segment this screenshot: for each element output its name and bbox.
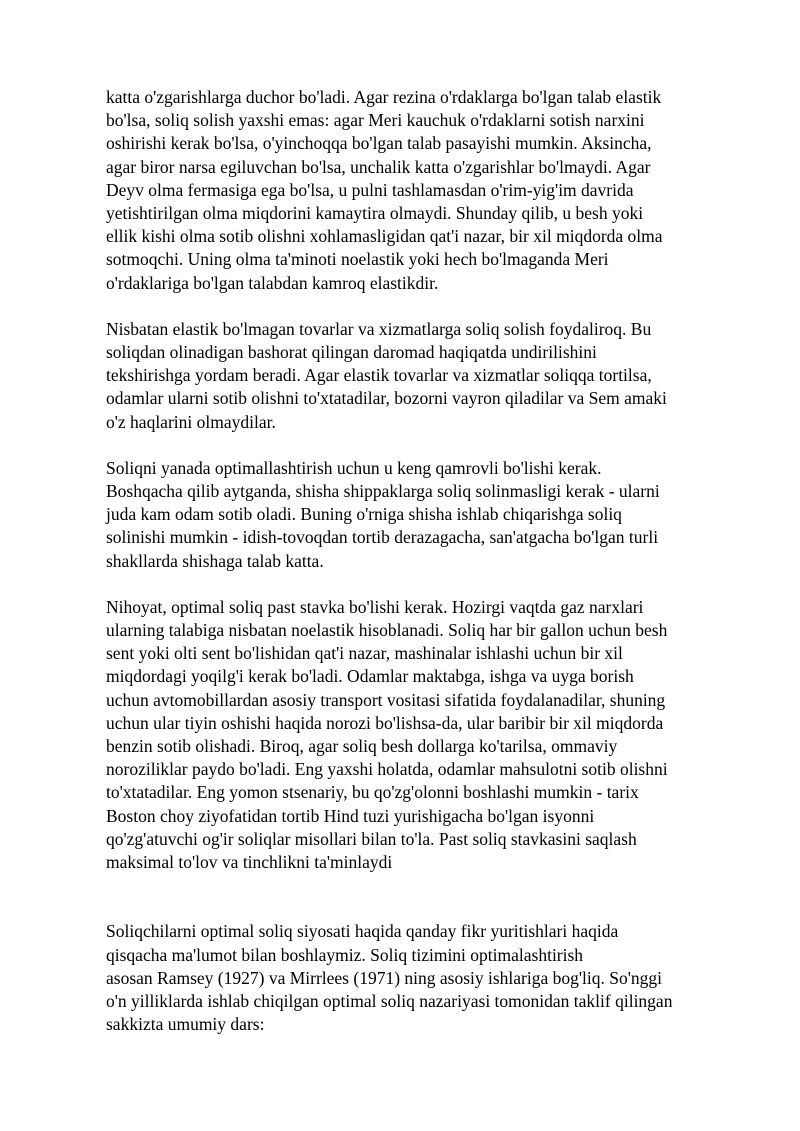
text-line: sakkizta umumiy dars: [106, 1014, 265, 1035]
text-line: sent yoki olti sent bo'lishidan qat'i nazar, mashinalar ishlashi uchun bir xil [106, 643, 623, 664]
text-line: katta o'zgarishlarga duchor bo'ladi. Agar rezina o'rdaklarga bo'lgan talab elastik [106, 87, 662, 107]
text-line: noroziliklar paydo bo'ladi. Eng yaxshi holatda, odamlar mahsulotni sotib olishni [106, 759, 668, 780]
text-line: uchun ular tiyin oshishi haqida norozi bo'lishsa-da, ular baribir bir xil miqdorda [106, 712, 664, 733]
text-line: Nihoyat, optimal soliq past stavka bo'lishi kerak. Hozirgi vaqtda gaz narxlari [106, 596, 644, 617]
document-body [106, 86, 726, 1036]
text-line: Soliqchilarni optimal soliq siyosati haqida qanday fikr yuritishlari haqida [106, 921, 619, 942]
text-line: shakllarda shishaga talab katta. [106, 550, 324, 571]
text-line: uchun avtomobillardan asosiy transport vositasi sifatida foydalanadilar, shuning [106, 689, 666, 710]
text-line: solinishi mumkin - idish-tovoqdan tortib derazagacha, san'atgacha bo'lgan turli [106, 527, 659, 548]
text-line: Nisbatan elastik bo'lmagan tovarlar va xizmatlarga soliq solish foydaliroq. Bu [106, 318, 652, 339]
text-line: juda kam odam sotib oladi. Buning o'rniga shisha ishlab chiqarishga soliq [106, 504, 622, 525]
text-line: asosan Ramsey (1927) va Mirrlees (1971) ning asosiy ishlariga bog'liq. So'nggi [106, 967, 663, 988]
text-line: Soliqni yanada optimallashtirish uchun u keng qamrovli bo'lishi kerak. [106, 457, 602, 478]
text-line: miqdordagi yoqilg'i kerak bo'ladi. Odamlar maktabga, ishga va uyga borish [106, 666, 634, 687]
text-line: o'z haqlarini olmaydilar. [106, 411, 276, 432]
paragraph-4 [106, 596, 726, 874]
text-line: qisqacha ma'lumot bilan boshlaymiz. Soliq tizimini optimalashtirish [106, 944, 584, 965]
text-line: to'xtatadilar. Eng yomon stsenariy, bu qo'zg'olonni boshlashi mumkin - tarix [106, 782, 639, 803]
text-line: tekshirishga yordam beradi. Agar elastik tovarlar va xizmatlar soliqqa tortilsa, [106, 365, 652, 386]
paragraph-2 [106, 318, 726, 434]
text-line: Boston choy ziyofatidan tortib Hind tuzi yurishigacha bo'lgan isyonni [106, 805, 595, 826]
text-line: Deyv olma fermasiga ega bo'lsa, u pulni tashlamasdan o'rim-yig'im davrida [106, 179, 634, 200]
paragraph-5 [106, 920, 726, 1036]
paragraph-3 [106, 457, 726, 573]
text-line: Boshqacha qilib aytganda, shisha shippaklarga soliq solinmasligi kerak - ularni [106, 481, 660, 502]
text-line: bo'lsa, soliq solish yaxshi emas: agar Meri kauchuk o'rdaklarni sotish narxini [106, 110, 645, 131]
text-line: o'rdaklariga bo'lgan talabdan kamroq elastikdir. [106, 272, 439, 293]
text-line: agar biror narsa egiluvchan bo'lsa, unchalik katta o'zgarishlar bo'lmaydi. Agar [106, 156, 651, 177]
text-line: odamlar ularni sotib olishni to'xtatadilar, bozorni vayron qiladilar va Sem amaki [106, 388, 667, 409]
paragraph-1 [106, 86, 726, 295]
text-line: o'n yilliklarda ishlab chiqilgan optimal soliq nazariyasi tomonidan taklif qilingan [106, 990, 673, 1011]
text-line: oshirishi kerak bo'lsa, o'yinchoqqa bo'lgan talab pasayishi mumkin. Aksincha, [106, 133, 652, 154]
text-line: ellik kishi olma sotib olishni xohlamasligidan qat'i nazar, bir xil miqdorda olma [106, 226, 663, 247]
text-line: qo'zg'atuvchi og'ir soliqlar misollari bilan to'la. Past soliq stavkasini saqlash [106, 828, 637, 849]
text-line: sotmoqchi. Uning olma ta'minoti noelastik yoki hech bo'lmaganda Meri [106, 249, 609, 270]
text-line: ularning talabiga nisbatan noelastik hisoblanadi. Soliq har bir gallon uchun besh [106, 620, 668, 641]
text-line: benzin sotib olishadi. Biroq, agar soliq besh dollarga ko'tarilsa, ommaviy [106, 736, 618, 757]
text-line: soliqdan olinadigan bashorat qilingan daromad haqiqatda undirilishini [106, 342, 597, 363]
text-line: yetishtirilgan olma miqdorini kamaytira olmaydi. Shunday qilib, u besh yoki [106, 203, 644, 224]
text-line: maksimal to'lov va tinchlikni ta'minlaydi [106, 852, 393, 873]
